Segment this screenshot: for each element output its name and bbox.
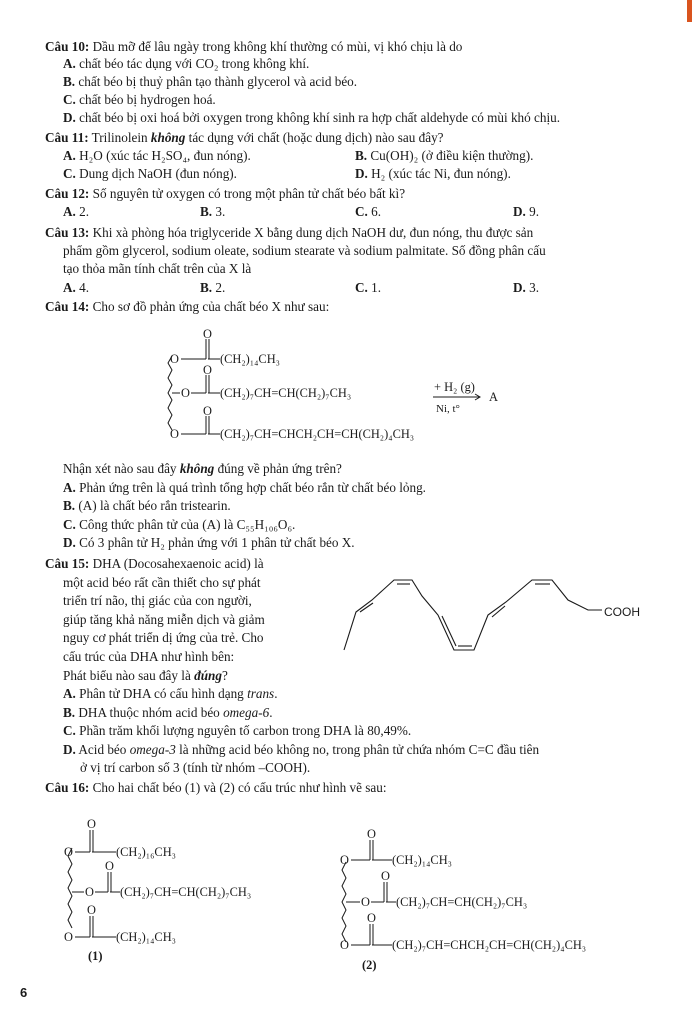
q14-stem: Câu 14: Cho sơ đồ phản ứng của chất béo X như sau: <box>45 299 330 314</box>
q15-stem-line4: giúp tăng khả năng miễn dịch và giảm <box>63 612 265 627</box>
q12-option-a: A. 2. <box>63 204 90 219</box>
catalyst-label: Ni, t° <box>436 403 460 415</box>
q14-option-c: C. Công thức phân tử của (A) là C₅₅H₁₀₆O₆. <box>63 517 296 532</box>
q13-option-c: C. 1. <box>355 280 382 295</box>
q10-stem: Câu 10: Dầu mỡ để lâu ngày trong không khí thường có mùi, vị khó chịu là do <box>45 39 463 54</box>
q15-option-d-line2: ở vị trí carbon số 3 (tính từ nhóm –COOH). <box>80 760 311 775</box>
chain-palmitate: (CH₂)₁₄CH₃ <box>116 930 176 944</box>
q15-option-a: A. Phân tử DHA có cấu hình dạng trans. <box>63 686 278 701</box>
q12-option-c: C. 6. <box>355 204 382 219</box>
cooh-label: COOH <box>604 605 640 619</box>
chain-stearate: (CH₂)₁₆CH₃ <box>116 845 176 859</box>
chain-oleate: (CH₂)₇CH=CH(CH₂)₇CH₃ <box>396 895 528 909</box>
atom-o: O <box>203 404 212 418</box>
chain-palmitate: (CH₂)₁₄CH₃ <box>392 853 452 867</box>
q10-option-a: A. chất béo tác dụng với CO₂ trong không khí. <box>63 56 310 71</box>
atom-o: O <box>367 827 376 841</box>
atom-o: O <box>340 853 349 867</box>
q15-option-d: D. Acid béo omega-3 là những acid béo không no, trong phân tử chứa nhóm C=C đầu tiên <box>63 742 540 757</box>
atom-o: O <box>64 930 73 944</box>
chain-oleate: (CH₂)₇CH=CH(CH₂)₇CH₃ <box>220 386 352 400</box>
atom-o: O <box>85 885 94 899</box>
chain-linoleate: (CH₂)₇CH=CHCH₂CH=CH(CH₂)₄CH₃ <box>392 938 587 952</box>
q11-option-c: C. Dung dịch NaOH (đun nóng). <box>63 166 237 181</box>
chain-linoleate: (CH₂)₇CH=CHCH₂CH=CH(CH₂)₄CH₃ <box>220 427 415 441</box>
atom-o: O <box>170 427 179 441</box>
q13-option-a: A. 4. <box>63 280 90 295</box>
atom-o: O <box>64 845 73 859</box>
q12-option-d: D. 9. <box>513 204 540 219</box>
accent-bar <box>687 0 692 22</box>
q14-prompt: Nhận xét nào sau đây không đúng về phản ứng trên? <box>63 461 342 476</box>
atom-o: O <box>87 817 96 831</box>
q15-prompt: Phát biểu nào sau đây là đúng? <box>63 668 228 683</box>
reagent-label: + H₂ (g) <box>434 380 475 394</box>
q14-option-a: A. Phản ứng trên là quá trình tổng hợp chất béo rắn từ chất béo lỏng. <box>63 480 426 495</box>
q15-stem-line2: một acid béo rất cần thiết cho sự phát <box>63 575 261 590</box>
q15-stem-line5: nguy cơ phát triển dị ứng của trẻ. Cho <box>63 630 264 645</box>
q11-stem: Câu 11: Trilinolein không tác dụng với chất (hoặc dung dịch) nào sau đây? <box>45 130 444 145</box>
page-number: 6 <box>20 985 28 1000</box>
q13-stem-line3: tạo thỏa mãn tính chất trên của X là <box>63 261 252 276</box>
q15-stem-line3: triển trí não, thị giác của con người, <box>63 593 252 608</box>
q15-stem-line6: cấu trúc của DHA như hình bên: <box>63 649 235 664</box>
atom-o: O <box>181 386 190 400</box>
chain-oleate: (CH₂)₇CH=CH(CH₂)₇CH₃ <box>120 885 252 899</box>
q13-option-b: B. 2. <box>200 280 226 295</box>
q14-reaction-scheme <box>150 325 540 451</box>
q11-option-b: B. Cu(OH)₂ (ở điều kiện thường). <box>355 148 534 163</box>
q12-stem: Câu 12: Số nguyên tử oxygen có trong một phân tử chất béo bất kì? <box>45 186 406 201</box>
q11-option-d: D. H₂ (xúc tác Ni, đun nóng). <box>355 166 511 181</box>
q14-option-d: D. Có 3 phân tử H₂ phản ứng với 1 phân tử chất béo X. <box>63 535 355 550</box>
q16-stem: Câu 16: Cho hai chất béo (1) và (2) có cấu trúc như hình vẽ sau: <box>45 780 387 795</box>
triglyceride-x-structure <box>168 327 414 441</box>
q13-stem-line1: Câu 13: Khi xà phòng hóa triglyceride X bằng dung dịch NaOH dư, đun nóng, thu được sản <box>45 225 534 240</box>
q15-option-c: C. Phần trăm khối lượng nguyên tố carbon trong DHA là 80,49%. <box>63 723 412 738</box>
atom-o: O <box>105 859 114 873</box>
fat-1-structure <box>50 810 340 972</box>
atom-o: O <box>381 869 390 883</box>
q12-option-b: B. 3. <box>200 204 226 219</box>
product-label: A <box>489 390 498 404</box>
q15-option-b: B. DHA thuộc nhóm acid béo omega-6. <box>63 705 273 720</box>
q10-option-c: C. chất béo bị hydrogen hoá. <box>63 92 216 107</box>
atom-o: O <box>340 938 349 952</box>
q10-option-d: D. chất béo bị oxi hoá bởi oxygen trong không khí sinh ra hợp chất aldehyde có mùi khó chịu. <box>63 110 561 125</box>
atom-o: O <box>361 895 370 909</box>
q10-option-b: B. chất béo bị thuỷ phân tạo thành glycerol và acid béo. <box>63 74 358 89</box>
q15-stem-line1: Câu 15: DHA (Docosahexaenoic acid) là <box>45 556 264 571</box>
q14-option-b: B. (A) là chất béo rắn tristearin. <box>63 498 231 513</box>
chain-palmitate: (CH₂)₁₄CH₃ <box>220 352 280 366</box>
q11-option-a: A. H₂O (xúc tác H₂SO₄, đun nóng). <box>63 148 251 163</box>
q13-stem-line2: phẩm gồm glycerol, sodium oleate, sodium stearate và sodium palmitate. Số đồng phân cấu <box>63 243 546 258</box>
atom-o: O <box>203 363 212 377</box>
atom-o: O <box>203 327 212 341</box>
q13-option-d: D. 3. <box>513 280 540 295</box>
fat-2-label: (2) <box>362 958 377 972</box>
dha-skeletal-structure <box>342 570 672 665</box>
fat-2-structure <box>336 824 686 986</box>
atom-o: O <box>367 911 376 925</box>
atom-o: O <box>170 352 179 366</box>
atom-o: O <box>87 903 96 917</box>
fat-1-label: (1) <box>88 949 103 963</box>
